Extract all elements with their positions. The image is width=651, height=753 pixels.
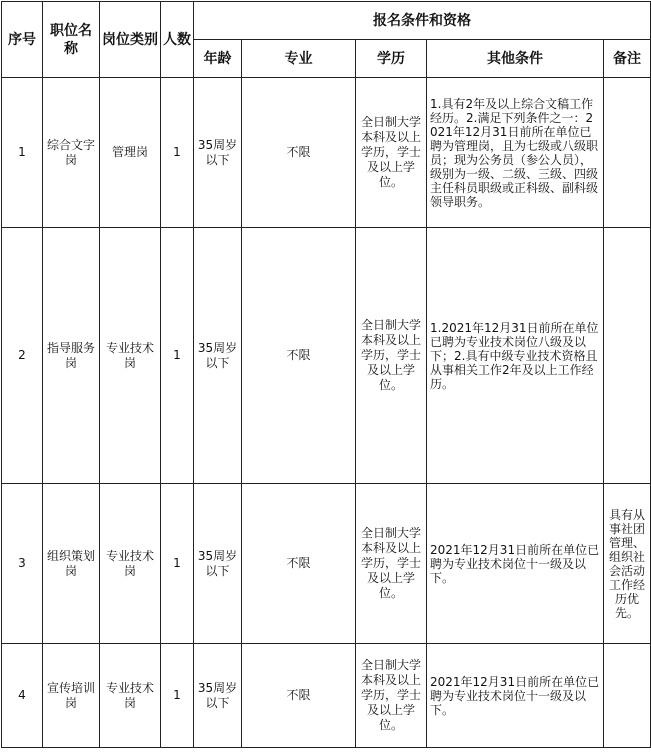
cell-age: 35周岁以下 bbox=[194, 644, 242, 748]
cell-seq: 1 bbox=[2, 78, 43, 228]
cell-other-conditions: 1.具有2年及以上综合文稿工作经历。2.满足下列条件之一：2021年12月31日前所在单位已聘为管理岗，且为七级或八级职员；现为公务员（参公人员），级别为一级、二级、三级、四级主任科员职级或正科级、副科级领导职务。 bbox=[427, 78, 604, 228]
cell-other-conditions: 2021年12月31日前所在单位已聘为专业技术岗位十一级及以下。 bbox=[427, 644, 604, 748]
cell-seq: 3 bbox=[2, 484, 43, 644]
header-education: 学历 bbox=[356, 40, 427, 78]
cell-position-type: 专业技术岗 bbox=[100, 228, 161, 484]
cell-position-name: 综合文字岗 bbox=[43, 78, 100, 228]
cell-position-type: 专业技术岗 bbox=[100, 484, 161, 644]
cell-education: 全日制大学本科及以上学历，学士及以上学位。 bbox=[356, 228, 427, 484]
cell-major: 不限 bbox=[242, 644, 356, 748]
recruitment-table bbox=[1, 1, 651, 748]
header-row-top bbox=[2, 2, 651, 40]
cell-count: 1 bbox=[161, 644, 194, 748]
cell-education: 全日制大学本科及以上学历，学士及以上学位。 bbox=[356, 644, 427, 748]
header-remarks: 备注 bbox=[604, 40, 651, 78]
cell-other-conditions: 1.2021年12月31日前所在单位已聘为专业技术岗位八级及以下；2.具有中级专业技术资格且从事相关工作2年及以上工作经历。 bbox=[427, 228, 604, 484]
cell-education: 全日制大学本科及以上学历，学士及以上学位。 bbox=[356, 78, 427, 228]
cell-remarks: 具有从事社团管理、组织社会活动工作经历优先。 bbox=[604, 484, 651, 644]
cell-age: 35周岁以下 bbox=[194, 228, 242, 484]
cell-education: 全日制大学本科及以上学历，学士及以上学位。 bbox=[356, 484, 427, 644]
table-row bbox=[2, 484, 651, 644]
header-position-type: 岗位类别 bbox=[100, 2, 161, 78]
cell-remarks bbox=[604, 644, 651, 748]
cell-position-name: 指导服务岗 bbox=[43, 228, 100, 484]
cell-major: 不限 bbox=[242, 78, 356, 228]
header-seq: 序号 bbox=[2, 2, 43, 78]
cell-position-name: 组织策划岗 bbox=[43, 484, 100, 644]
cell-position-name: 宣传培训岗 bbox=[43, 644, 100, 748]
cell-remarks bbox=[604, 78, 651, 228]
cell-remarks bbox=[604, 228, 651, 484]
table-row bbox=[2, 228, 651, 484]
header-conditions-group: 报名条件和资格 bbox=[194, 2, 651, 40]
cell-major: 不限 bbox=[242, 228, 356, 484]
cell-count: 1 bbox=[161, 228, 194, 484]
cell-count: 1 bbox=[161, 484, 194, 644]
table-row bbox=[2, 78, 651, 228]
header-age: 年龄 bbox=[194, 40, 242, 78]
cell-major: 不限 bbox=[242, 484, 356, 644]
cell-seq: 2 bbox=[2, 228, 43, 484]
cell-age: 35周岁以下 bbox=[194, 78, 242, 228]
header-major: 专业 bbox=[242, 40, 356, 78]
cell-position-type: 管理岗 bbox=[100, 78, 161, 228]
header-other: 其他条件 bbox=[427, 40, 604, 78]
cell-seq: 4 bbox=[2, 644, 43, 748]
table-row bbox=[2, 644, 651, 748]
cell-other-conditions: 2021年12月31日前所在单位已聘为专业技术岗位十一级及以下。 bbox=[427, 484, 604, 644]
cell-position-type: 专业技术岗 bbox=[100, 644, 161, 748]
header-count: 人数 bbox=[161, 2, 194, 78]
header-position-name: 职位名称 bbox=[43, 2, 100, 78]
cell-age: 35周岁以下 bbox=[194, 484, 242, 644]
cell-count: 1 bbox=[161, 78, 194, 228]
